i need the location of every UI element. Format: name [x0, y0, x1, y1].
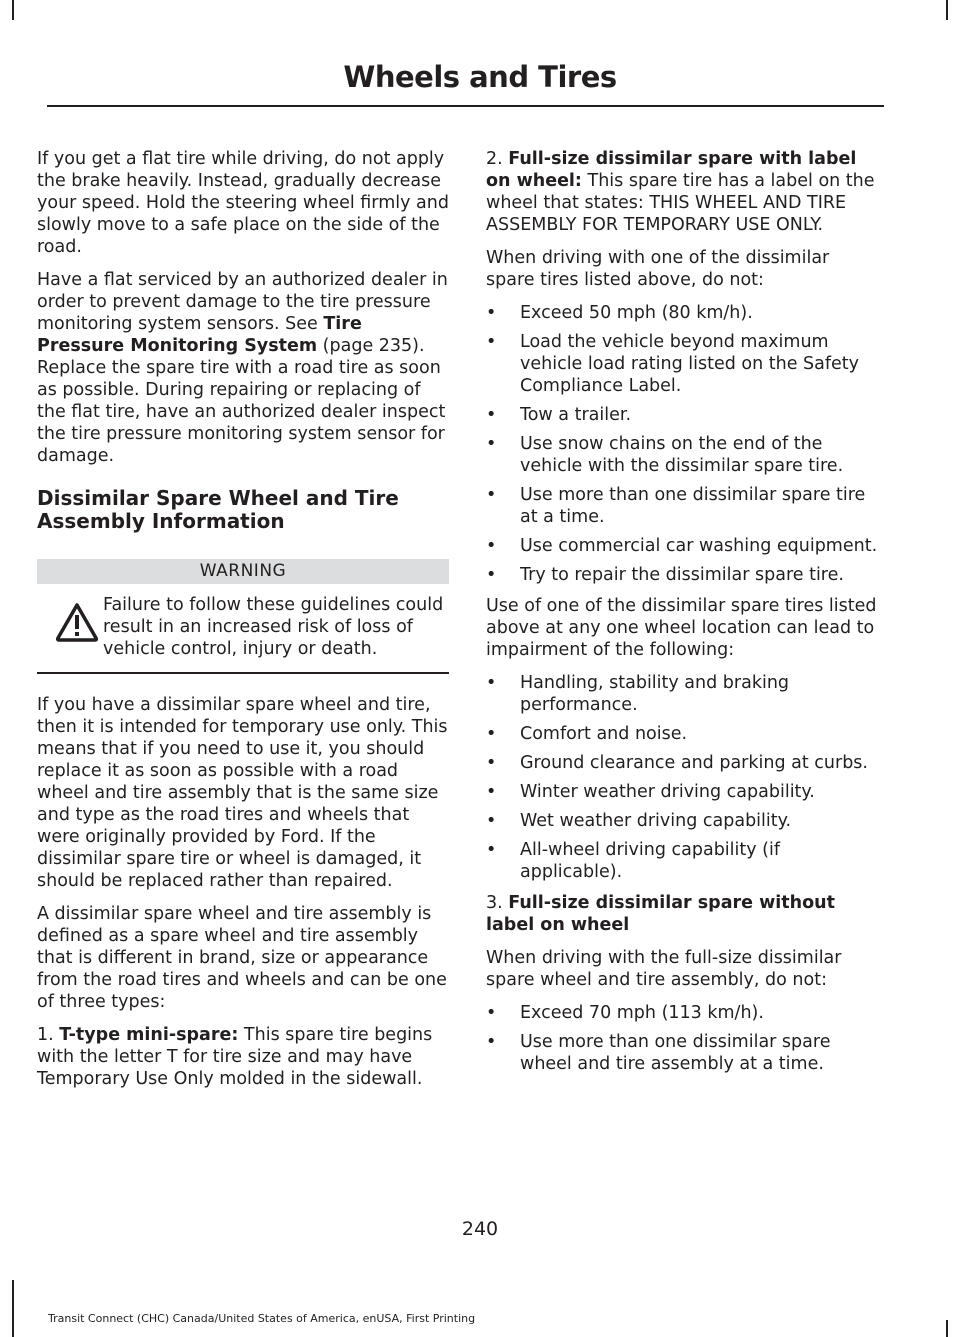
- footer-text: Transit Connect (CHC) Canada/United States of America, enUSA, First Printing: [48, 1312, 476, 1325]
- dissimilar-spare-paragraph: If you have a dissimilar spare wheel and tire, then it is intended for temporary use only. This means that if you need to use it, you should replace it as soon as possible with a road wheel and tire assembly that is the same size and type as the road tires and wheels that were originally provided by Ford. If the dissimilar spare tire or wheel is damaged, it should be replaced rather than repaired.: [37, 695, 448, 891]
- warning-box: [37, 594, 449, 660]
- list-item: • Tow a trailer.: [486, 404, 882, 426]
- impairment-intro-paragraph: Use of one of the dissimilar spare tires listed above at any one wheel location can lead to impairment of the following:: [486, 596, 877, 660]
- crop-mark-top-left: [12, 0, 14, 20]
- type1-number: 1.: [37, 1025, 60, 1045]
- crop-mark-bottom-left: [12, 1280, 14, 1337]
- type1-label: T-type mini-spare:: [59, 1025, 239, 1045]
- flat-service-text-a: Have a flat serviced by an authorized dealer in order to prevent damage to the tire pressure monitoring system sensors. See: [37, 270, 448, 334]
- impairment-list: [486, 672, 882, 883]
- list-item: • Wet weather driving capability.: [486, 810, 882, 832]
- type2-text: This spare tire has a label on the wheel that states: THIS WHEEL AND TIRE ASSEMBLY FOR TEMPORARY USE ONLY.: [486, 171, 875, 235]
- list-item: • Try to repair the dissimilar spare tire.: [486, 564, 882, 586]
- warning-label: WARNING: [37, 559, 449, 584]
- type2-number: 2.: [486, 149, 509, 169]
- list-item: • All-wheel driving capability (if applicable).: [486, 839, 882, 883]
- crop-mark-top-right: [946, 0, 948, 20]
- list-item: • Exceed 50 mph (80 km/h).: [486, 302, 882, 324]
- list-item: • Load the vehicle beyond maximum vehicle load rating listed on the Safety Compliance Label.: [486, 331, 882, 397]
- list-item: • Use commercial car washing equipment.: [486, 535, 882, 557]
- page-title: Wheels and Tires: [343, 60, 617, 94]
- list-item: • Use snow chains on the end of the vehicle with the dissimilar spare tire.: [486, 433, 882, 477]
- type1-text: This spare tire begins with the letter T for tire size and may have Temporary Use Only molded in the sidewall.: [37, 1025, 433, 1089]
- warning-divider: [37, 672, 449, 674]
- type3-number: 3.: [486, 893, 509, 913]
- header-divider: [47, 105, 884, 107]
- flat-service-paragraph: [37, 269, 449, 467]
- list-item: • Handling, stability and braking performance.: [486, 672, 882, 716]
- definition-paragraph: A dissimilar spare wheel and tire assembly is defined as a spare wheel and tire assembly that is different in brand, size or appearance from the road tires and wheels and can be one of three types:: [37, 904, 447, 1012]
- full-size-intro-paragraph: When driving with the full-size dissimilar spare wheel and tire assembly, do not:: [486, 948, 842, 990]
- warning-triangle-icon: [55, 602, 99, 642]
- list-item: • Use more than one dissimilar spare tire at a time.: [486, 484, 882, 528]
- page-number: 240: [461, 1218, 499, 1240]
- type3-label: Full-size dissimilar spare without label on wheel: [486, 893, 835, 935]
- flat-tire-paragraph: If you get a flat tire while driving, do not apply the brake heavily. Instead, gradually decrease your speed. Hold the steering wheel firmly and slowly move to a safe place on the side of the road.: [37, 149, 449, 257]
- list-item: • Ground clearance and parking at curbs.: [486, 752, 882, 774]
- left-column: [37, 148, 449, 1101]
- do-not-intro-paragraph: When driving with one of the dissimilar spare tires listed above, do not:: [486, 248, 830, 290]
- section-heading: Dissimilar Spare Wheel and Tire Assembly Information: [37, 486, 399, 533]
- tpms-link[interactable]: Tire Pressure Monitoring System: [37, 314, 362, 356]
- type2-label: Full-size dissimilar spare with label on wheel:: [486, 149, 857, 191]
- type2-paragraph: [486, 148, 882, 236]
- type3-paragraph: [486, 892, 882, 936]
- list-item: • Exceed 70 mph (113 km/h).: [486, 1002, 882, 1024]
- type1-paragraph: [37, 1024, 449, 1090]
- full-size-restrictions-list: [486, 1002, 882, 1075]
- flat-service-text-b: (page 235). Replace the spare tire with a road tire as soon as possible. During repairing or replacing of the flat tire, have an authorized dealer inspect the tire pressure monitoring system sensor for damage.: [37, 336, 446, 466]
- list-item: • Use more than one dissimilar spare wheel and tire assembly at a time.: [486, 1031, 882, 1075]
- crop-mark-bottom-right: [946, 1320, 948, 1337]
- warning-text: Failure to follow these guidelines could result in an increased risk of loss of vehicle control, injury or death.: [103, 595, 444, 659]
- restrictions-list: [486, 302, 882, 586]
- list-item: • Comfort and noise.: [486, 723, 882, 745]
- list-item: • Winter weather driving capability.: [486, 781, 882, 803]
- right-column: [486, 148, 882, 1084]
